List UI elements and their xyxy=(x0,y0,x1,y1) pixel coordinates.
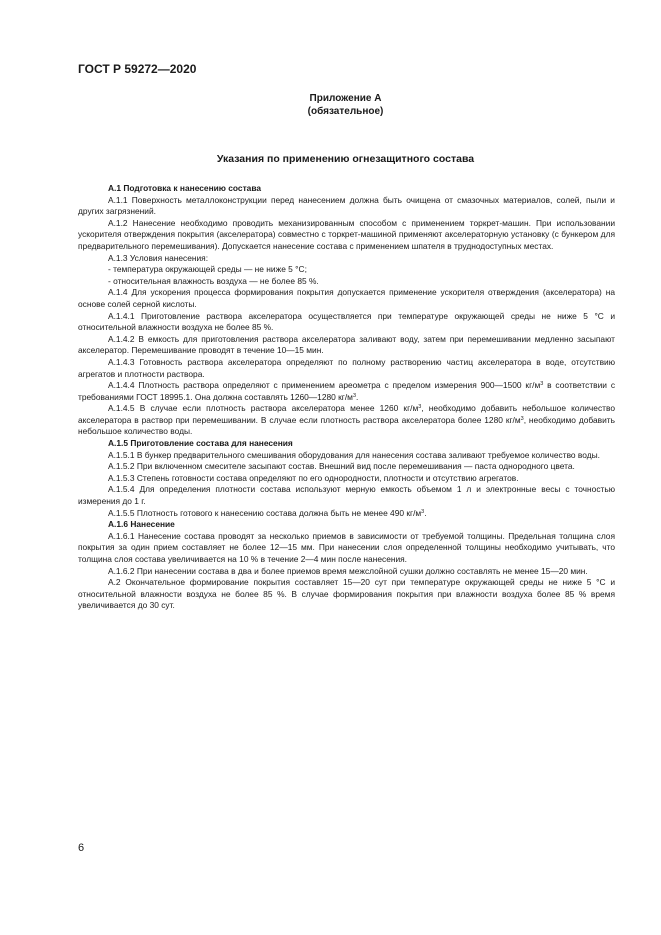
text-run: А.1.4.5 В случае если плотность раствора акселератора менее 1260 кг/м xyxy=(108,403,419,414)
annex-title: Приложение А xyxy=(309,93,382,104)
superscript: 3 xyxy=(540,381,544,388)
list-item: - относительная влажность воздуха — не более 85 %. xyxy=(108,275,319,286)
paragraph: А.1.1 Поверхность металлоконструкции перед нанесением должна быть очищена от смазочных материалов, солей, пыли и других загрязнений. xyxy=(78,194,615,217)
text-run: А.1.5.5 Плотность готового к нанесению состава должна быть не менее 490 кг/м xyxy=(108,507,422,518)
paragraph: А.2 Окончательное формирование покрытия составляет 15—20 сут при температуре окружающей среды не ниже 5 °С и относительной влажности воздуха не более 85 %. В случае формирования покрытия при влажности воздуха более 85 % время увеличивается до 30 сут. xyxy=(78,577,615,611)
text-run: в соответствии с требованиями ГОСТ 18995.1. Она должна составлять 1260—1280 кг/м xyxy=(78,380,616,402)
paragraph: А.1.5.2 При включенном смесителе засыпают состав. Внешний вид после перемешивания — паста однородного цвета. xyxy=(108,461,575,472)
paragraph: А.1.4.3 Готовность раствора акселератора определяют по полному растворению частиц акселератора в воде, отсутствию агрегатов и плотности раствора. xyxy=(78,356,615,379)
superscript: 3 xyxy=(421,508,425,515)
text-run: , необходимо добавить небольшое количество акселератора в раствор при перемешивании. В случае если плотность раствора акселератора более 1280 кг/м xyxy=(78,403,615,425)
paragraph: А.1.5.1 В бункер предварительного смешивания оборудования для нанесения состава заливают требуемое количество воды. xyxy=(108,449,600,460)
paragraph: А.1.6.1 Нанесение состава проводят за несколько приемов в зависимости от требуемой толщины. Предельная толщина слоя покрытия за один прием составляет не более 12—15 мм. При нанесении слоя определенной толщины необходимо учитывать, что толщина слоя состава увеличивается на 10 % в течение 2—4 мин после нанесения. xyxy=(78,530,615,564)
paragraph: А.1.6.2 При нанесении состава в два и более приемов время межслойной сушки должно составлять не менее 15—20 мин. xyxy=(108,565,588,576)
text-run: . xyxy=(424,507,427,518)
section-heading: А.1 Подготовка к нанесению состава xyxy=(108,183,262,193)
section-heading: А.1.6 Нанесение xyxy=(108,519,175,530)
page-number: 6 xyxy=(78,842,85,854)
paragraph xyxy=(78,380,615,403)
body-text xyxy=(78,183,615,612)
paragraph: А.1.5.4 Для определения плотности состава используют мерную емкость объемом 1 л и электронные весы с точностью измерения до 1 г. xyxy=(78,484,615,507)
list-item: - температура окружающей среды — не ниже 5 °С; xyxy=(108,264,307,275)
text-run: , необходимо добавить небольшое количество воды. xyxy=(78,414,615,437)
text-run: А.1.4.4 Плотность раствора определяют с применением ареометра с пределом измерения 900—1500 кг/м xyxy=(108,380,541,391)
document-title: Указания по применению огнезащитного состава xyxy=(216,153,475,165)
superscript: 3 xyxy=(418,404,422,411)
paragraph xyxy=(78,403,615,438)
paragraph: А.1.4 Для ускорения процесса формирования покрытия допускается применение ускорителя отверждения (акселератора) на основе солей серной кислоты. xyxy=(78,287,615,309)
paragraph: А.1.4.2 В емкость для приготовления раствора акселератора заливают воду, затем при перемешивании медленно засыпают акселератор. Перемешивание проводят в течение 10—15 мин. xyxy=(78,333,615,356)
standard-designation: ГОСТ Р 59272—2020 xyxy=(78,62,197,76)
text-run: . xyxy=(356,391,359,402)
annex-status: (обязательное) xyxy=(307,106,384,117)
paragraph: А.1.2 Нанесение необходимо проводить механизированным способом с применением торкрет-машин. При использовании ускорителя отверждения покрытия (акселератора) совместно с торкрет-машиной применяют акселераторную установку (с бункером для предварительного перемешивания). Допускается нанесение состава с применением шпателя в труднодоступных местах. xyxy=(78,217,615,251)
paragraph: А.1.4.1 Приготовление раствора акселератора осуществляется при температуре окружающей среды не ниже 5 °С и относительной влажности воздуха не более 85 %. xyxy=(78,310,615,333)
section-heading: А.1.5 Приготовление состава для нанесения xyxy=(108,438,293,449)
superscript: 3 xyxy=(352,392,356,399)
superscript: 3 xyxy=(520,415,524,422)
paragraph xyxy=(78,508,615,520)
paragraph: А.1.3 Условия нанесения: xyxy=(108,252,209,263)
paragraph: А.1.5.3 Степень готовности состава определяют по его однородности, плотности и отсутствию агрегатов. xyxy=(108,472,519,483)
